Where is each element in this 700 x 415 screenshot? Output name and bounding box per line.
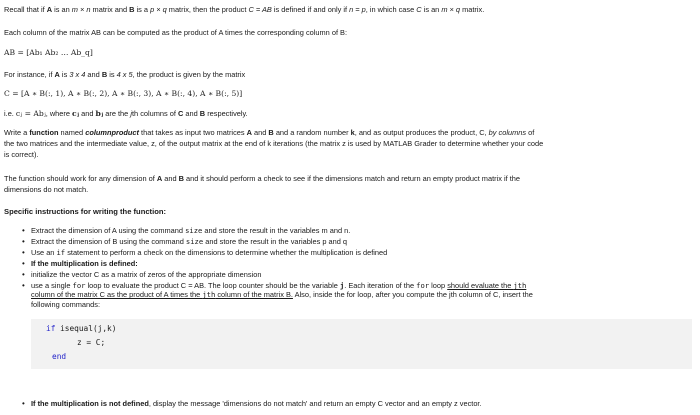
intro-paragraph-6-line-1: The function should work for any dimension of A and B and it should perform a check to see if the dimensions match and return an empty product matrix if the	[4, 174, 521, 183]
list-item: • If the multiplication is not defined, display the message 'dimensions do not match' and return an empty C vector and an empty z vector.	[22, 399, 682, 408]
code-line-3: end	[52, 352, 67, 361]
instructions-list-continued	[22, 399, 682, 408]
code-snippet	[31, 319, 692, 369]
list-item	[22, 281, 682, 316]
intro-paragraph-3: For instance, if A is 3 x 4 and B is 4 x 5, the product is given by the matrix	[4, 70, 246, 79]
equation-c-example: C = [A ∗ B(:, 1), A ∗ B(:, 2), A ∗ B(:, 3), A ∗ B(:, 4), A ∗ B(:, 5)]	[4, 89, 243, 98]
equation-ab-columns: AB = [Ab₁ Ab₂ … Ab_q]	[4, 48, 93, 57]
intro-paragraph-6-line-2: dimensions do not match.	[4, 185, 89, 194]
list-item-line: following commands:	[31, 299, 101, 309]
list-item: • Extract the dimension of B using the command size and store the result in the variables p and q	[22, 237, 682, 248]
intro-paragraph-4: i.e. cⱼ = Abⱼ, where cⱼ and bⱼ are the jth columns of C and B respectively.	[4, 109, 248, 118]
intro-paragraph-5-line-1: Write a function named columnproduct that takes as input two matrices A and B and a random number k, and as output produces the product, C, by columns of	[4, 128, 535, 137]
list-item: • Extract the dimension of A using the command size and store the result in the variables m and n.	[22, 226, 682, 237]
instructions-list	[22, 226, 682, 316]
intro-paragraph-5-line-2: the two matrices and the intermediate value, z, of the output matrix at the end of k iterations (the matrix z is used by MATLAB Grader to determine whether your code	[4, 139, 544, 148]
code-line-1: if isequal(j,k)	[46, 324, 117, 333]
list-item: • If the multiplication is defined:	[22, 259, 682, 270]
code-line-2: z = C;	[77, 338, 106, 347]
intro-paragraph-2: Each column of the matrix AB can be computed as the product of A times the corresponding column of B:	[4, 28, 348, 37]
instructions-heading: Specific instructions for writing the function:	[4, 207, 167, 216]
list-item: • initialize the vector C as a matrix of zeros of the appropriate dimension	[22, 270, 682, 281]
list-item: • Use an if statement to perform a check on the dimensions to determine whether the multiplication is defined	[22, 248, 682, 259]
intro-paragraph-5-line-3: is correct).	[4, 150, 39, 159]
list-item-line: column of the matrix C as the product of A times the jth column of the matrix B. Also, inside the for loop, after you compute the jth column of C, insert the	[31, 290, 533, 300]
intro-paragraph-1: Recall that if A is an m × n matrix and B is a p × q matrix, then the product C = AB is defined if and only if n = p, in which case C is an m × q matrix.	[4, 5, 485, 14]
list-item-line: • use a single for loop to evaluate the product C = AB. The loop counter should be the variable j. Each iteration of the for loop should evaluate the jth	[31, 281, 527, 290]
